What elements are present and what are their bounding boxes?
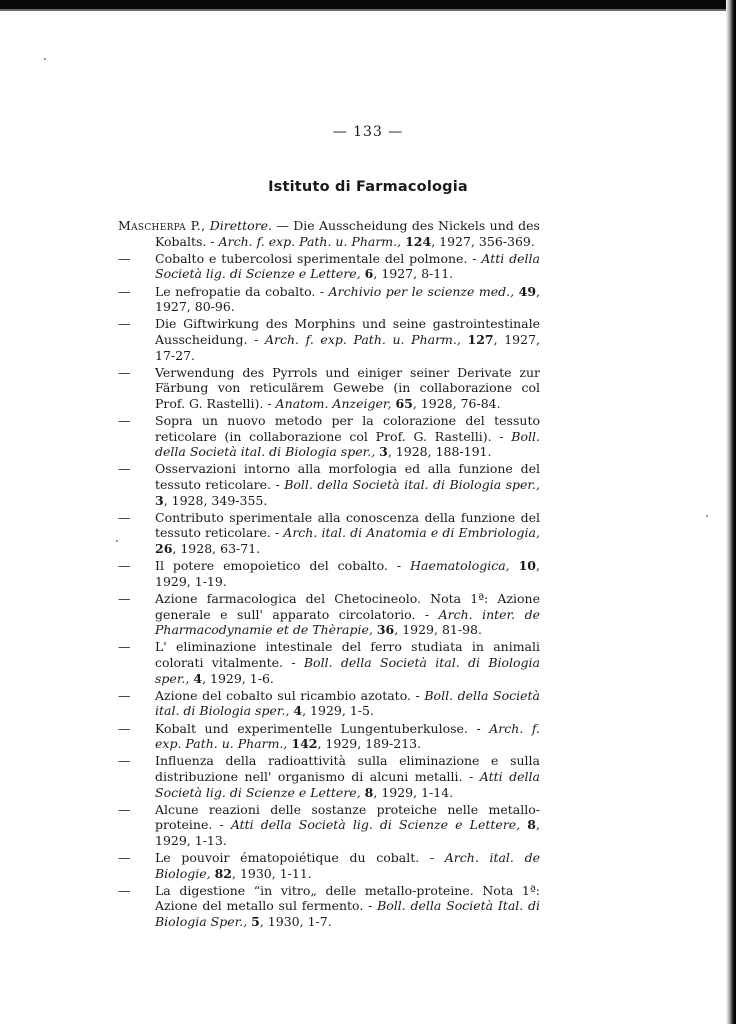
entry-dash: — (118, 753, 131, 769)
entry-dash: — (118, 250, 131, 266)
entry-details: , 1929, 1-13. (155, 817, 540, 848)
entry-volume: 124 (405, 233, 432, 249)
entry-details: , 1929, 1-19. (155, 558, 540, 589)
scan-border-top (0, 0, 736, 14)
entry-dash: — (118, 558, 131, 574)
entry-title: Alcune reazioni delle sostanze proteiche nelle metallo-proteine. - (155, 801, 540, 833)
entry-journal: Boll. della Società ital. di Biologia sper., (155, 654, 540, 686)
bibliography-entry (118, 461, 540, 508)
entry-title: Verwendung des Pyrrols und einiger seiner Derivate zur Färbung von reticulärem Gewebe (in collaborazione col Prof. G. Rastelli). - (155, 364, 540, 411)
entry-dash: — (118, 687, 131, 703)
scan-border-right (726, 0, 736, 1024)
entry-title: L' eliminazione intestinale del ferro studiata in animali colorati vitalmente. - (155, 639, 540, 670)
page-heading: Istituto di Farmacologia (268, 179, 468, 195)
bibliography-entry (118, 365, 540, 412)
entry-journal: Atti della Società lig. di Scienze e Lettere, (155, 768, 540, 800)
bibliography-entry (118, 639, 540, 686)
entry-volume: 4 (193, 670, 203, 686)
entry-details: , 1929, 81-98. (394, 622, 482, 638)
entry-title: Kobalt und experimentelle Lungentuberkulose. - (155, 720, 481, 736)
entry-details: , 1927, 356-369. (431, 233, 535, 249)
entry-details: , 1927, 80-96. (155, 283, 541, 315)
entry-role: Direttore. (209, 218, 273, 233)
entry-volume: 3 (379, 444, 388, 460)
entry-journal: Boll. della Società ital. di Biologia sper., (284, 477, 540, 493)
entry-dash: — (118, 461, 131, 477)
entry-details: , 1927, 17-27. (155, 331, 540, 363)
entry-dash: — (118, 639, 131, 655)
entry-details: , 1929, 189-213. (317, 736, 422, 752)
entry-journal: Boll. della Società Ital. di Biologia Sper., (155, 898, 541, 930)
entry-volume: 3 (155, 492, 164, 508)
entry-details: , 1928, 63-71. (172, 541, 261, 557)
entry-details: , 1930, 1-7. (259, 914, 332, 930)
entry-details: , 1929, 1-5. (302, 703, 374, 719)
entry-details: , 1930, 1-11. (232, 865, 312, 881)
entry-journal: Arch. ital. de Biologie, (155, 850, 540, 881)
page-number: — 133 — (332, 124, 404, 140)
entry-volume: 127 (467, 331, 494, 347)
entry-journal: Atti della Società lig. di Scienze e Lettere, (155, 250, 540, 282)
entry-title: — Die Ausscheidung des Nickels und des Kobalts. - (155, 218, 540, 249)
bibliography-entry (118, 883, 540, 930)
entry-volume: 10 (518, 558, 537, 574)
entry-details: , 1929, 1-6. (202, 670, 274, 686)
entry-volume: 49 (518, 283, 537, 299)
bibliography-entry (118, 510, 540, 557)
bibliography-entry (118, 558, 540, 589)
entry-dash: — (118, 364, 131, 380)
scan-speck (706, 515, 708, 517)
entry-dash: — (118, 882, 131, 898)
entry-title: La digestione “in vitro„ delle metallo-proteine. Nota 1ª: Azione del metallo sul fermento. - (155, 882, 540, 914)
entry-details: , 1927, 8-11. (373, 266, 454, 282)
entry-volume: 142 (291, 736, 318, 752)
entry-title: Le pouvoir ématopoiétique du cobalt. - (155, 850, 435, 866)
entry-journal: Arch. inter. de Pharmacodynamie et de Thèrapie, (155, 606, 540, 638)
entry-dash: — (118, 283, 131, 299)
entry-dash: — (118, 801, 131, 817)
bibliography-entry (118, 802, 540, 849)
entry-dash: — (118, 413, 131, 429)
bibliography-entry (118, 688, 540, 719)
bibliography-list (118, 218, 540, 931)
entry-volume: 6 (364, 266, 374, 282)
entry-title: Cobalto e tubercolosi sperimentale del polmone. - (155, 250, 477, 266)
entry-journal: Arch. f. exp. Path. u. Pharm., (218, 233, 402, 249)
entry-dash: — (118, 850, 131, 866)
entry-volume: 8 (364, 784, 374, 800)
entry-title: Il potere emopoietico del cobalto. - (155, 558, 402, 574)
entry-volume: 65 (395, 395, 413, 411)
entry-journal: Archivio per le scienze med., (328, 283, 515, 299)
entry-journal: Boll. della Società ital. di Biologia sper., (155, 687, 540, 719)
entry-details: , 1928, 349-355. (163, 492, 268, 508)
entry-title: Die Giftwirkung des Morphins und seine gastrointestinale Ausscheidung. - (155, 316, 540, 347)
entry-details: , 1928, 76-84. (412, 395, 501, 411)
bibliography-entry (118, 251, 540, 282)
entry-details: , 1929, 1-14. (373, 784, 454, 800)
entry-title: Sopra un nuovo metodo per la colorazione del tessuto reticolare (in collaborazione col Prof. G. Rastelli). - (155, 413, 540, 444)
entry-volume: 5 (251, 914, 260, 930)
entry-journal: Haematologica, (410, 558, 510, 574)
entry-journal: Anatom. Anzeiger, (275, 395, 392, 411)
bibliography-entry (118, 721, 540, 752)
entry-title: Azione farmacologica del Chetocineolo. Nota 1ª: Azione generale e sull' apparato circolatorio. - (155, 591, 540, 622)
bibliography-entry (118, 413, 540, 460)
entry-volume: 4 (293, 703, 303, 719)
bibliography-entry (118, 316, 540, 363)
bibliography-entry (118, 753, 540, 800)
entry-journal: Arch. f. exp. Path. u. Pharm., (155, 720, 540, 752)
entry-journal: Arch. f. exp. Path. u. Pharm., (264, 331, 461, 347)
entry-title: Contributo sperimentale alla conoscenza della funzione del tessuto reticolare. - (155, 509, 540, 541)
entry-dash: — (118, 720, 131, 736)
entry-author: Mascherpa P., (118, 218, 206, 233)
entry-details: , 1928, 188-191. (387, 444, 492, 460)
entry-volume: 26 (155, 541, 173, 557)
entry-dash: — (118, 509, 131, 525)
entry-title: Le nefropatie da cobalto. - (155, 283, 325, 299)
entry-title: Influenza della radioattività sulla eliminazione e sulla distribuzione nell' organismo di alcuni metalli. - (155, 753, 540, 784)
entry-journal: Atti della Società lig. di Scienze e Lettere, (230, 817, 521, 833)
bibliography-entry (118, 218, 540, 249)
bibliography-entry (118, 850, 540, 881)
bibliography-entry (118, 284, 540, 315)
entry-volume: 8 (527, 817, 536, 833)
entry-journal: Boll. della Società ital. di Biologia sper., (155, 428, 540, 460)
entry-dash: — (118, 591, 131, 606)
entry-volume: 82 (214, 865, 232, 881)
entry-title: Azione del cobalto sul ricambio azotato. - (155, 687, 420, 703)
scan-speck (44, 58, 46, 60)
entry-dash: — (118, 316, 131, 332)
entry-volume: 36 (376, 622, 395, 638)
entry-title: Osservazioni intorno alla morfologia ed alla funzione del tessuto reticolare. - (155, 461, 540, 493)
entry-journal: Arch. ital. di Anatomia e di Embriologia, (283, 525, 540, 541)
bibliography-entry (118, 591, 540, 638)
